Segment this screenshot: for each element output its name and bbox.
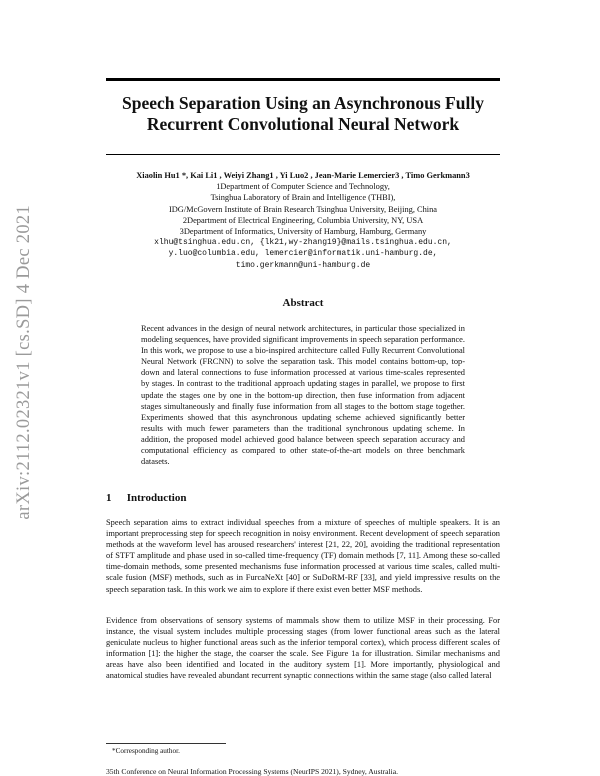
affiliation-2: 2Department of Electrical Engineering, Columbia University, NY, USA (182, 215, 424, 225)
section-heading-introduction (106, 492, 500, 504)
conference-note: 35th Conference on Neural Information Processing Systems (NeurIPS 2021), Sydney, Australia. (106, 767, 399, 776)
affiliation-1c: IDG/McGovern Institute of Brain Research Tsinghua University, Beijing, China (168, 204, 438, 214)
abstract-heading: Abstract (282, 297, 324, 309)
abstract-text: Recent advances in the design of neural network architectures, in particular those specialized in modeling sequences, have provided significant improvements in speech separation performance. In this work, we propose to use a bio-inspired architecture called Fully Recurrent Convolutional Neural Network (FRCNN) to solve the separation task. This model contains bottom-up, top-down and lateral connections to fuse information processed at various time-scales represented by stages. In contrast to the traditional approach updating stages in parallel, we propose to first update the stages one by one in the bottom-up direction, then fuse information from adjacent stages simultaneously and finally fuse information from all stages to the bottom stage together. Experiments showed that this asynchronous updating scheme achieved significantly better results with much fewer parameters than the traditional synchronous updating scheme. In addition, the proposed model achieved good balance between speech separation accuracy and computational efficiency as compared to other state-of-the-art models on three benchmark datasets. (141, 324, 465, 467)
title-rule-top (106, 78, 500, 81)
affiliation-1b: Tsinghua Laboratory of Brain and Intelligence (THBI), (210, 193, 396, 203)
email-line-2: y.luo@columbia.edu, lemercier@informatik.uni-hamburg.de, (168, 249, 438, 259)
footnote: *Corresponding author. (112, 747, 180, 755)
section-title: Introduction (126, 492, 187, 504)
email-line-1: xlhu@tsinghua.edu.cn, {lk21,wy-zhang19}@mails.tsinghua.edu.cn, (154, 238, 452, 248)
intro-paragraph-2: Evidence from observations of sensory systems of mammals show them to utilize MSF in their processing. For instance, the visual system includes multiple processing stages (from lower functional areas such as the lateral geniculate nucleus to higher functional areas such as the inferior temporal cortex), which process different scales of information [1]: the higher the stage, the coarser the scale. See Figure 1a for illustration. Similar mechanisms and areas have also been identified and located in the auditory system [1]. More importantly, physiological and anatomical studies have revealed abundant recurrent synaptic connections within the same stage (also called lateral (106, 616, 500, 681)
title-line-1: Speech Separation Using an Asynchronous Fully (122, 93, 484, 113)
author-names: Xiaolin Hu1 *, Kai Li1 , Weiyi Zhang1 , Yi Luo2 , Jean-Marie Lemercier3 , Timo Gerkmann3 (136, 171, 470, 180)
title-line-2: Recurrent Convolutional Neural Network (146, 114, 460, 134)
affiliation-3: 3Department of Informatics, University of Hamburg, Hamburg, Germany (179, 227, 427, 237)
section-number: 1 (106, 492, 112, 504)
affiliation-1a: 1Department of Computer Science and Technology, (216, 182, 390, 192)
author-block (106, 170, 500, 271)
footnote-rule (106, 743, 226, 744)
intro-paragraph-1: Speech separation aims to extract individual speeches from a mixture of speeches of multiple speakers. It is an important preprocessing step for speech recognition in noisy environment. Recent development of speech separation methods at the waveform level has aroused researchers' interest [21, 22, 20], avoiding the traditional representation of STFT amplitude and phase used in so-called time-frequency (TF) domain methods [7, 11]. Among these so-called time-domain methods, some presented mechanisms fuse information processed at various time scales, called multi-scale fusion (MSF) methods, such as in FurcaNeXt [40] or SuDoRM-RF [33], and yield impressive results on the speech separation task. In this work we aim to explore if there exist even better MSF methods. (106, 518, 500, 594)
title-rule-bottom (106, 154, 500, 155)
arxiv-identifier: arXiv:2112.02321v1 [cs.SD] 4 Dec 2021 (14, 205, 34, 520)
email-line-3: timo.gerkmann@uni-hamburg.de (235, 260, 371, 270)
paper-title (106, 93, 500, 135)
